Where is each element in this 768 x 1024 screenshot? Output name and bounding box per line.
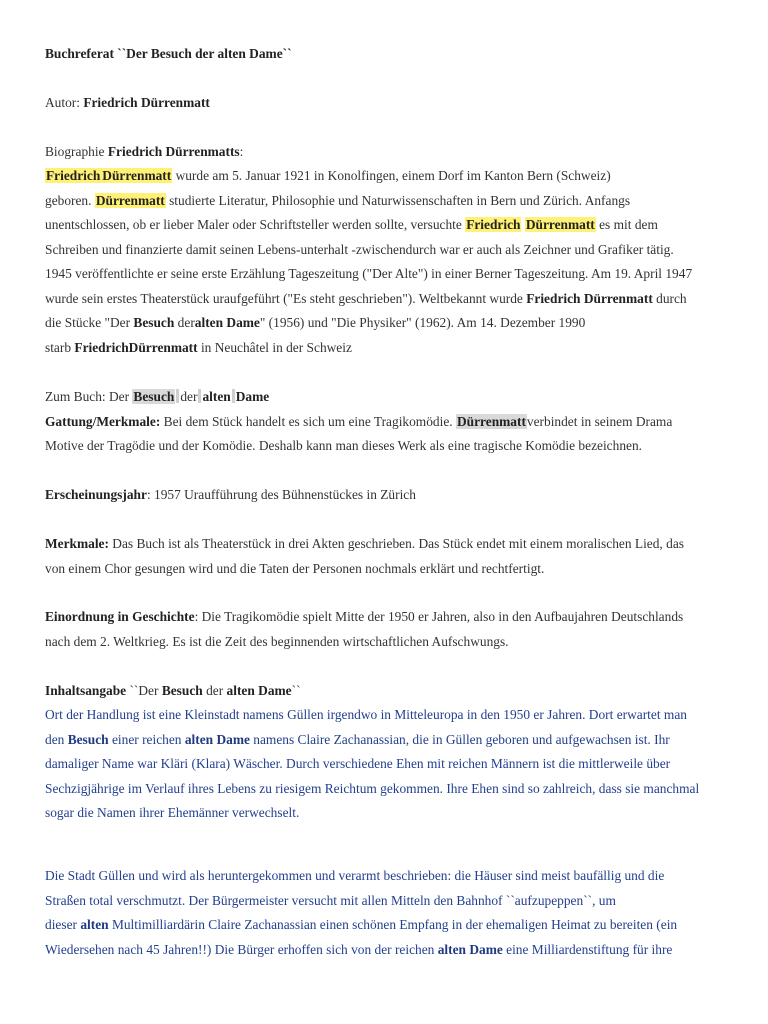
- summary-heading: Inhaltsangabe ``Der Besuch der alten Dame``: [45, 683, 301, 698]
- author-line: Autor: Friedrich Dürrenmatt: [45, 95, 210, 110]
- summary-paragraph-1: Ort der Handlung ist eine Kleinstadt namens Güllen irgendwo in Mitteleuropa in den 1950 er Jahren. Dort erwartet man den Besuch einer reichen alten Dame namens Claire Zachanassian, die in Güllen geboren und aufgewachsen ist. Ihr damaliger Name war Kläri (Klara) Wäscher. Durch verschiedene Ehen mit reichen Männern ist die mittlerweile über Sechzigjährige im Verlauf ihres Lebens zu riesigem Reichtum gekommen. Ihre Ehen sind so zahlreich, dass sie manchmal sogar die Namen ihrer Ehemänner verwechselt.: [45, 707, 700, 820]
- summary-paragraph-2: Die Stadt Güllen und wird als heruntergekommen und verarmt beschrieben: die Häuser sind meist baufällig und die Straßen total verschmutzt. Der Bürgermeister versucht mit allen Mitteln den Bahnhof ``aufzupeppen``, um dieser alten Multimilliardärin Claire Zachanassian einen schönen Empfang in der ehemaligen Heimat zu bereiten (ein Wiedersehen nach 45 Jahren!!) Die Bürger erhoffen sich von der reichen alten Dame eine Milliardenstiftung für ihre: [45, 868, 678, 957]
- word-separator: [198, 389, 201, 403]
- book-section: Zum Buch: Der Besuch der alten Dame Gattung/Merkmale: Bei dem Stück handelt es sich um eine Tragikomödie. Dürrenmattverbindet in seinem Drama Motive der Tragödie und der Komödie. Deshalb kann man dieses Werk als eine tragische Komödie bezeichnen.: [45, 389, 673, 453]
- features-paragraph: Merkmale: Das Buch ist als Theaterstück in drei Akten geschrieben. Das Stück endet mit einem moralischen Lied, das von einem Chor gesungen wird und die Taten der Personen nochmals erklärt und rechtfertigt.: [45, 536, 684, 576]
- document-title: Buchreferat ``Der Besuch der alten Dame``: [45, 46, 292, 61]
- biography-heading: Biographie Friedrich Dürrenmatts:: [45, 144, 244, 159]
- word-separator: [176, 389, 179, 403]
- publication-year: Erscheinungsjahr: 1957 Uraufführung des Bühnenstückes in Zürich: [45, 487, 416, 502]
- history-paragraph: Einordnung in Geschichte: Die Tragikomödie spielt Mitte der 1950 er Jahren, also in den Aufbaujahren Deutschlands nach dem 2. Weltkrieg. Es ist die Zeit des beginnenden wirtschaftlichen Aufschwungs.: [45, 609, 684, 649]
- word-separator: [232, 389, 235, 403]
- biography-paragraph: Friedrich Dürrenmatt wurde am 5. Januar 1921 in Konolfingen, einem Dorf im Kanton Bern (Schweiz) geboren. Dürrenmatt studierte Literatur, Philosophie und Naturwissenschaften in Bern und Zürich. Anfangs unentschlossen, ob er lieber Maler oder Schriftsteller werden sollte, versuchte Friedrich Dürrenmatt es mit dem Schreiben und finanzierte damit seinen Lebens-unterhalt -zwischendurch war er auch als Zeichner und Grafiker tätig. 1945 veröffentlichte er seine erste Erzählung Tageszeitung ("Der Alte") in einer Berner Tageszeitung. Am 19. April 1947 wurde sein erstes Theaterstück uraufgeführt ("Es steht geschrieben"). Weltbekannt wurde Friedrich Dürrenmatt durch die Stücke "Der Besuch deralten Dame" (1956) und "Die Physiker" (1962). Am 14. Dezember 1990 starb FriedrichDürrenmatt in Neuchâtel in der Schweiz: [45, 168, 693, 355]
